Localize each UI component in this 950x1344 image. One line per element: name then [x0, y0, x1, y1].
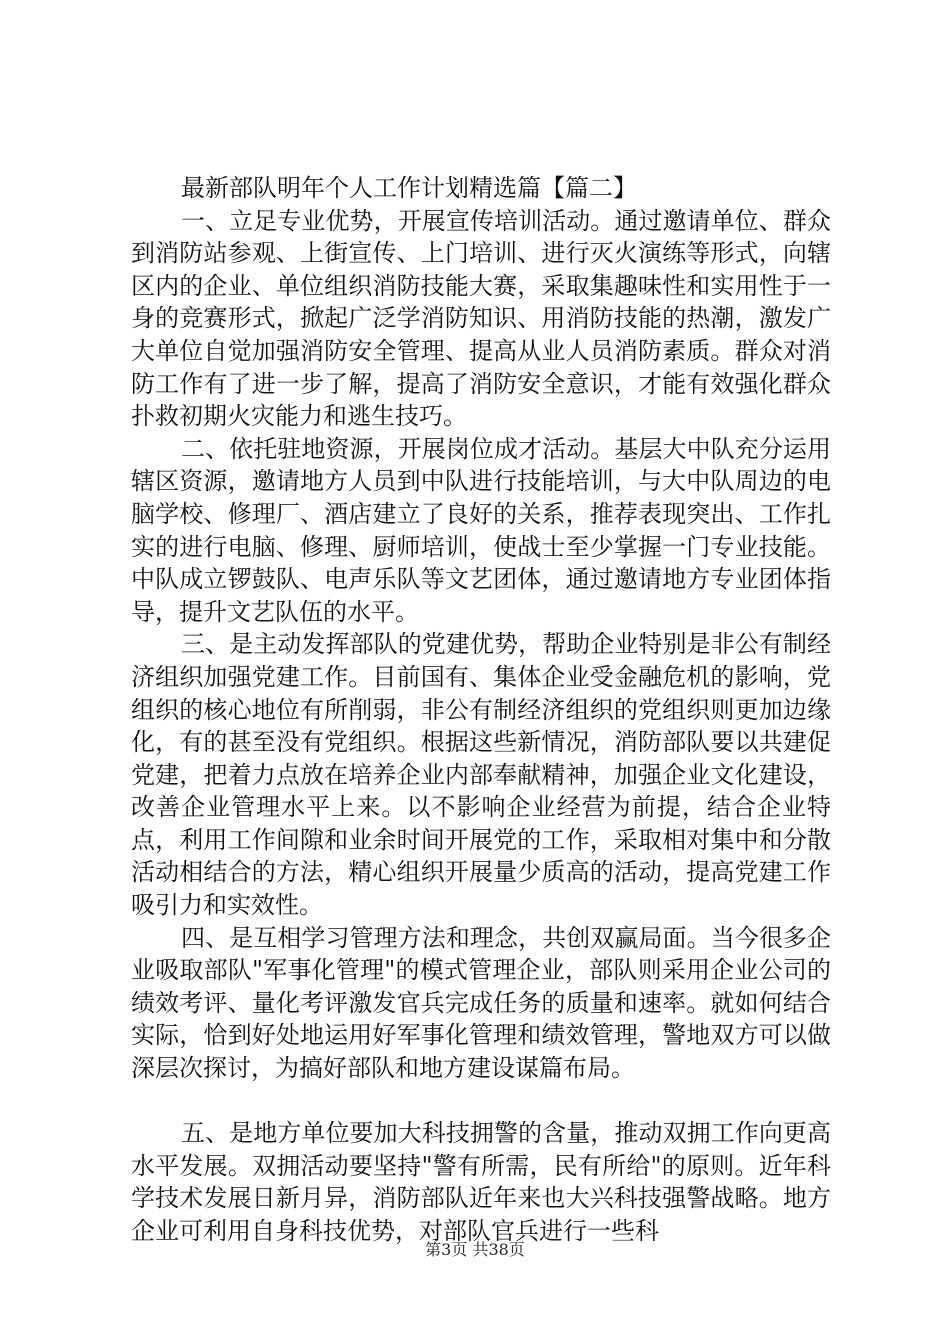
paragraph-3: 三、是主动发挥部队的党建优势，帮助企业特别是非公有制经济组织加强党建工作。目前国有、集体企业受金融危机的影响，党组织的核心地位有所削弱，非公有制经济组织的党组织则更加边缘化，有的甚至没有党组织。根据这些新情况，消防部队要以共建促党建，把着力点放在培养企业内部奉献精神，加强企业文化建设，改善企业管理水平上来。以不影响企业经营为前提，结合企业特点，利用工作间隙和业余时间开展党的工作，采取相对集中和分散活动相结合的方法，精心组织开展量少质高的活动，提高党建工作吸引力和实效性。 [131, 630, 831, 920]
page-footer: 第3页 共38页 [425, 1240, 525, 1259]
paragraph-gap [131, 1085, 831, 1118]
paragraph-4: 四、是互相学习管理方法和理念，共创双赢局面。当今很多企业吸取部队"军事化管理"的模式管理企业，部队则采用企业公司的绩效考评、量化考评激发官兵完成任务的质量和速率。就如何结合实际，恰到好处地运用好军事化管理和绩效管理，警地双方可以做深层次探讨，为搞好部队和地方建设谋篇布局。 [131, 923, 831, 1083]
document-heading: 最新部队明年个人工作计划精选篇【篇二】 [181, 174, 637, 202]
paragraph-5: 五、是地方单位要加大科技拥警的含量，推动双拥工作向更高水平发展。双拥活动要坚持"警有所需，民有所给"的原则。近年科学技术发展日新月异，消防部队近年来也大兴科技强警战略。地方企业可利用自身科技优势，对部队官兵进行一些科 [131, 1119, 831, 1245]
paragraph-1: 一、立足专业优势，开展宣传培训活动。通过邀请单位、群众到消防站参观、上街宣传、上门培训、进行灭火演练等形式，向辖区内的企业、单位组织消防技能大赛，采取集趣味性和实用性于一身的竞赛形式，掀起广泛学消防知识、用消防技能的热潮，激发广大单位自觉加强消防安全管理、提高从业人员消防素质。群众对消防工作有了进一步了解，提高了消防安全意识，才能有效强化群众扑救初期火灾能力和逃生技巧。 [131, 206, 831, 431]
document-body [131, 172, 831, 1248]
paragraph-2: 二、依托驻地资源，开展岗位成才活动。基层大中队充分运用辖区资源，邀请地方人员到中队进行技能培训，与大中队周边的电脑学校、修理厂、酒店建立了良好的关系，推荐表现突出、工作扎实的进行电脑、修理、厨师培训，使战士至少掌握一门专业技能。中队成立锣鼓队、电声乐队等文艺团体，通过邀请地方专业团体指导，提升文艺队伍的水平。 [131, 434, 831, 626]
